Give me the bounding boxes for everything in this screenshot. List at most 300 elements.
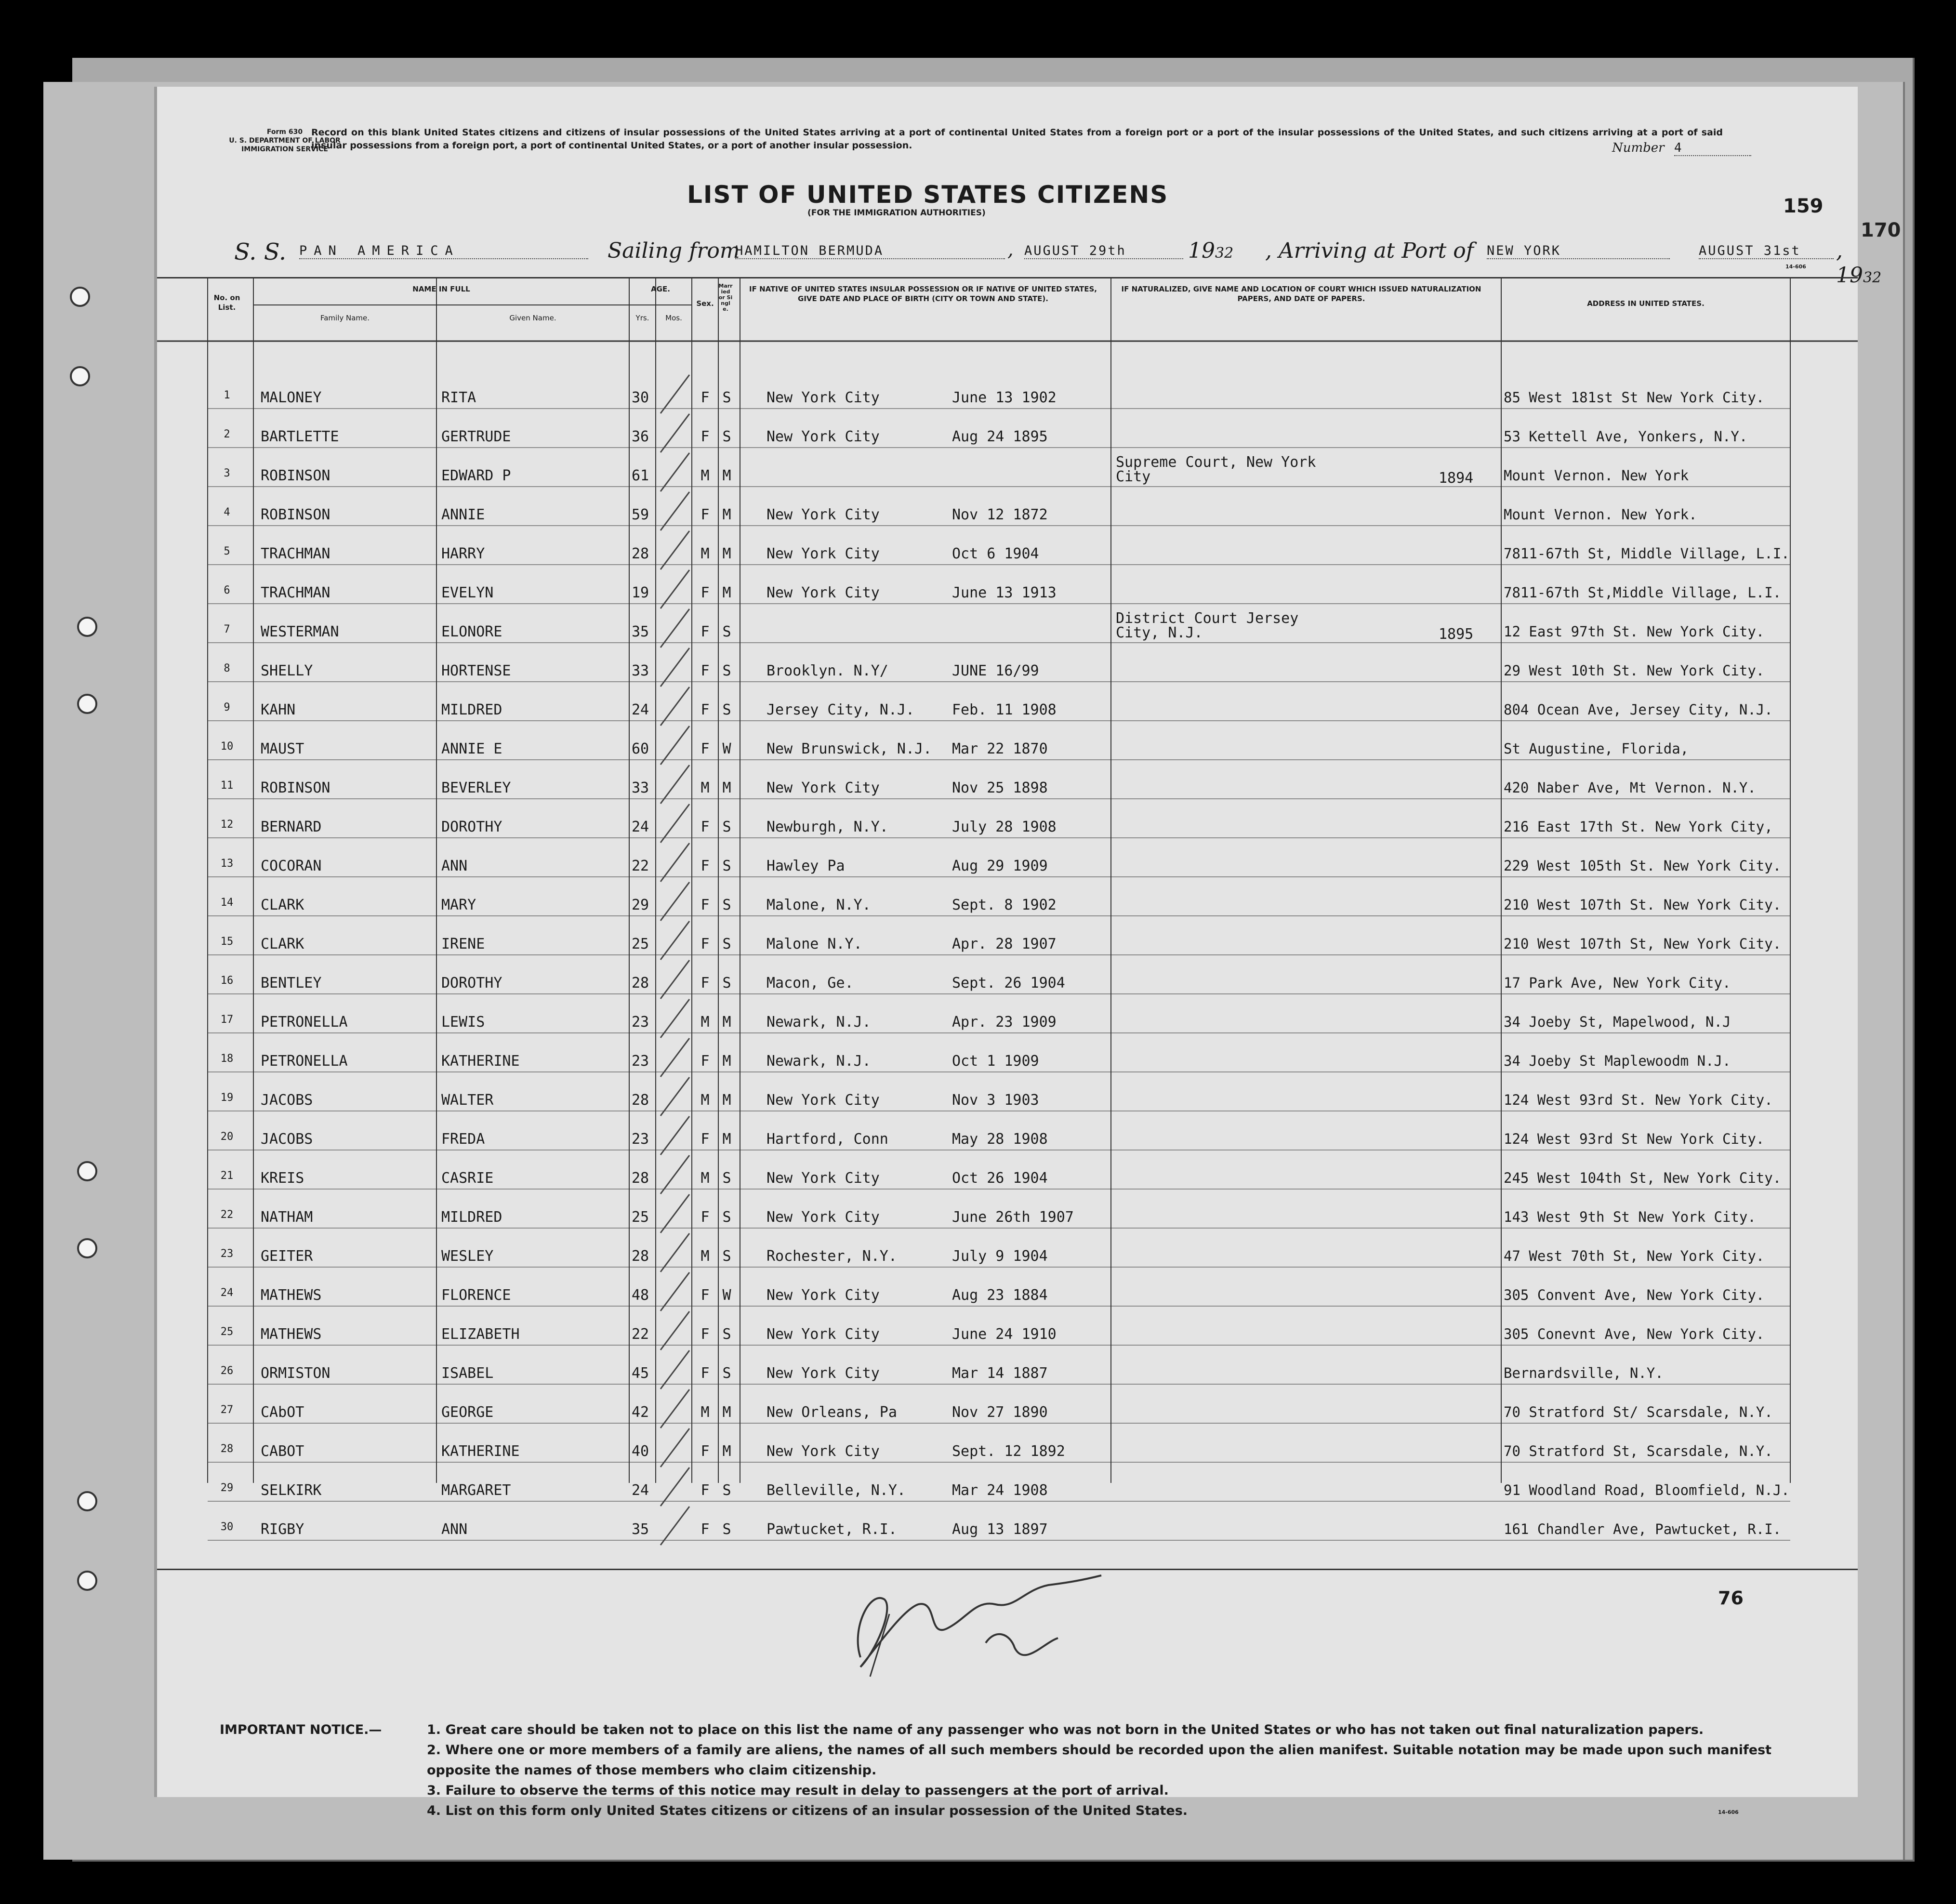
marital-status: M bbox=[722, 1131, 731, 1148]
row-number: 6 bbox=[224, 584, 230, 596]
family-name: KAHN bbox=[261, 701, 296, 718]
marital-status: M bbox=[722, 1404, 731, 1421]
sex: F bbox=[700, 1482, 710, 1499]
row-number: 29 bbox=[220, 1482, 234, 1494]
age-years: 28 bbox=[632, 975, 649, 992]
notice-item-2: 2. Where one or more members of a family are aliens, the names of all such members should be recorded upon the alien manifest. Suitable notation may be made upon such manifest opposite the names of those members who claim citizenship. bbox=[427, 1743, 1772, 1778]
sex: F bbox=[700, 1443, 710, 1460]
marital-status: W bbox=[722, 1287, 731, 1304]
check-mark bbox=[661, 1077, 689, 1116]
family-name: CLARK bbox=[261, 897, 304, 913]
department: U. S. DEPARTMENT OF LABOR bbox=[229, 137, 341, 145]
birth-place: Hawley Pa bbox=[767, 858, 845, 874]
col-sex: Sex. bbox=[696, 299, 714, 308]
sex: F bbox=[700, 1365, 710, 1382]
birth-place: New York City bbox=[767, 584, 880, 601]
ship-name: PAN AMERICA bbox=[299, 243, 588, 259]
birth-date: Mar 14 1887 bbox=[952, 1365, 1048, 1382]
row-number: 19 bbox=[220, 1092, 234, 1104]
col-address: ADDRESS IN UNITED STATES. bbox=[1587, 299, 1705, 308]
birth-date: Oct 26 1904 bbox=[952, 1170, 1048, 1187]
sex: M bbox=[700, 1248, 710, 1265]
outer-page-number: 170 bbox=[1861, 219, 1901, 241]
address: 7811-67th St, Middle Village, L.I. bbox=[1504, 545, 1790, 562]
sailing-label: Sailing from bbox=[608, 238, 740, 263]
check-mark bbox=[661, 843, 689, 882]
marital-status: S bbox=[722, 1365, 731, 1382]
family-name: ROBINSON bbox=[261, 506, 330, 523]
marital-status: S bbox=[722, 428, 731, 445]
number-value: 4 bbox=[1674, 141, 1751, 156]
family-name: COCORAN bbox=[261, 858, 322, 874]
family-name: MATHEWS bbox=[261, 1326, 322, 1343]
birth-place: Macon, Ge. bbox=[767, 975, 854, 992]
sex: M bbox=[700, 545, 710, 562]
marital-status: M bbox=[722, 1014, 731, 1031]
notice-label: IMPORTANT NOTICE.— bbox=[220, 1722, 382, 1737]
bottom-page-number: 76 bbox=[1718, 1587, 1744, 1609]
naturalization-year: 1894 bbox=[1439, 470, 1474, 487]
age-years: 25 bbox=[632, 1209, 649, 1226]
given-name: EVELYN bbox=[441, 584, 494, 601]
address: Mount Vernon. New York. bbox=[1504, 506, 1697, 523]
check-mark bbox=[661, 999, 689, 1038]
address: 34 Joeby St Maplewoodm N.J. bbox=[1504, 1053, 1731, 1069]
given-name: RITA bbox=[441, 389, 476, 406]
check-mark bbox=[661, 453, 689, 491]
row-number: 5 bbox=[224, 545, 230, 557]
address: Mount Vernon. New York bbox=[1504, 467, 1689, 484]
sex: F bbox=[700, 584, 710, 601]
address: 210 West 107th St. New York City. bbox=[1504, 897, 1782, 913]
age-years: 23 bbox=[632, 1131, 649, 1148]
marital-status: M bbox=[722, 506, 731, 523]
check-mark bbox=[661, 492, 689, 530]
col-age: AGE. bbox=[651, 285, 670, 293]
age-years: 45 bbox=[632, 1365, 649, 1382]
age-years: 28 bbox=[632, 545, 649, 562]
birth-date: May 28 1908 bbox=[952, 1131, 1048, 1148]
arriving-label: , Arriving at Port of bbox=[1265, 238, 1474, 263]
given-name: CASRIE bbox=[441, 1170, 494, 1187]
marital-status: W bbox=[722, 740, 731, 757]
from-port: HAMILTON BERMUDA bbox=[735, 243, 1005, 259]
check-mark bbox=[661, 1233, 689, 1272]
marital-status: S bbox=[722, 662, 731, 679]
birth-place: Malone, N.Y. bbox=[767, 897, 871, 913]
address: 210 West 107th St, New York City. bbox=[1504, 936, 1782, 952]
arrival-port: NEW YORK bbox=[1487, 243, 1670, 259]
row-number: 4 bbox=[224, 506, 230, 518]
sex: F bbox=[700, 936, 710, 952]
marital-status: S bbox=[722, 1248, 731, 1265]
birth-date: Nov 3 1903 bbox=[952, 1092, 1039, 1109]
sex: M bbox=[700, 1170, 710, 1187]
age-years: 22 bbox=[632, 858, 649, 874]
age-years: 35 bbox=[632, 623, 649, 640]
age-years: 25 bbox=[632, 936, 649, 952]
given-name: FLORENCE bbox=[441, 1287, 511, 1304]
birth-date: Nov 27 1890 bbox=[952, 1404, 1048, 1421]
marital-status: S bbox=[722, 1521, 731, 1538]
given-name: MARGARET bbox=[441, 1482, 511, 1499]
family-name: MATHEWS bbox=[261, 1287, 322, 1304]
age-years: 28 bbox=[632, 1248, 649, 1265]
age-years: 24 bbox=[632, 1482, 649, 1499]
check-mark bbox=[661, 1194, 689, 1233]
family-name: CABOT bbox=[261, 1443, 304, 1460]
check-mark bbox=[661, 765, 689, 804]
given-name: DOROTHY bbox=[441, 975, 502, 992]
birth-date: Aug 24 1895 bbox=[952, 428, 1048, 445]
marital-status: S bbox=[722, 1482, 731, 1499]
sex: M bbox=[700, 1014, 710, 1031]
check-mark bbox=[661, 1507, 689, 1545]
birth-place: Newburgh, N.Y. bbox=[767, 819, 888, 835]
naturalization-court: District Court Jersey City, N.J. bbox=[1116, 610, 1299, 641]
check-mark bbox=[661, 570, 689, 608]
given-name: IRENE bbox=[441, 936, 485, 952]
given-name: WESLEY bbox=[441, 1248, 494, 1265]
address: 124 West 93rd St New York City. bbox=[1504, 1131, 1765, 1147]
birth-place: New York City bbox=[767, 1209, 880, 1226]
family-name: BARTLETTE bbox=[261, 428, 339, 445]
marital-status: M bbox=[722, 1092, 731, 1109]
birth-place: New York City bbox=[767, 1326, 880, 1343]
check-mark bbox=[661, 531, 689, 569]
birth-date: July 28 1908 bbox=[952, 819, 1057, 835]
address: 91 Woodland Road, Bloomfield, N.J. bbox=[1504, 1482, 1790, 1498]
family-name: NATHAM bbox=[261, 1209, 313, 1226]
birth-place: New York City bbox=[767, 1365, 880, 1382]
marital-status: M bbox=[722, 1443, 731, 1460]
age-years: 60 bbox=[632, 740, 649, 757]
page-title: LIST OF UNITED STATES CITIZENS bbox=[687, 181, 1169, 209]
marital-status: M bbox=[722, 780, 731, 796]
binder-hole bbox=[77, 1161, 97, 1181]
sex: F bbox=[700, 740, 710, 757]
row-number: 13 bbox=[220, 858, 234, 870]
passenger-table bbox=[157, 277, 1858, 1570]
age-years: 42 bbox=[632, 1404, 649, 1421]
marital-status: M bbox=[722, 467, 731, 484]
sex: F bbox=[700, 389, 710, 406]
col-birth: IF NATIVE OF UNITED STATES INSULAR POSSESSION OR IF NATIVE OF UNITED STATES, GIVE DATE AND PLACE OF BIRTH (CITY OR TOWN AND STATE). bbox=[749, 285, 1097, 303]
family-name: JACOBS bbox=[261, 1092, 313, 1109]
row-number: 24 bbox=[220, 1287, 234, 1299]
row-number: 27 bbox=[220, 1404, 234, 1416]
age-years: 33 bbox=[632, 662, 649, 679]
row-number: 20 bbox=[220, 1131, 234, 1143]
family-name: MAUST bbox=[261, 740, 304, 757]
sex: F bbox=[700, 506, 710, 523]
row-number: 9 bbox=[224, 701, 230, 714]
col-mos: Mos. bbox=[665, 314, 682, 322]
ss-label: S. S. bbox=[234, 238, 287, 265]
col-name-in-full: NAME IN FULL bbox=[412, 285, 470, 293]
check-mark bbox=[661, 648, 689, 687]
birth-date: Sept. 8 1902 bbox=[952, 897, 1057, 913]
birth-date: Nov 12 1872 bbox=[952, 506, 1048, 523]
given-name: KATHERINE bbox=[441, 1443, 520, 1460]
row-number: 22 bbox=[220, 1209, 234, 1221]
address: 29 West 10th St. New York City. bbox=[1504, 662, 1765, 679]
birth-place: New York City bbox=[767, 545, 880, 562]
birth-place: Brooklyn. N.Y/ bbox=[767, 662, 888, 679]
birth-date: June 13 1913 bbox=[952, 584, 1057, 601]
check-mark bbox=[661, 1272, 689, 1311]
address: 229 West 105th St. New York City. bbox=[1504, 858, 1782, 874]
notice-item-1: 1. Great care should be taken not to place on this list the name of any passenger who was not born in the United States or who has not taken out final naturalization papers. bbox=[427, 1722, 1704, 1737]
row-number: 12 bbox=[220, 819, 234, 831]
given-name: ANNIE E bbox=[441, 740, 502, 757]
birth-place: Rochester, N.Y. bbox=[767, 1248, 897, 1265]
birth-date: June 24 1910 bbox=[952, 1326, 1057, 1343]
family-name: RIGBY bbox=[261, 1521, 304, 1538]
binder-hole bbox=[77, 1238, 97, 1258]
birth-place: Hartford, Conn bbox=[767, 1131, 888, 1148]
address: 420 Naber Ave, Mt Vernon. N.Y. bbox=[1504, 780, 1756, 796]
address: 161 Chandler Ave, Pawtucket, R.I. bbox=[1504, 1521, 1782, 1537]
row-number: 16 bbox=[220, 975, 234, 987]
row-number: 11 bbox=[220, 780, 234, 792]
birth-date: Nov 25 1898 bbox=[952, 780, 1048, 796]
given-name: ELONORE bbox=[441, 623, 502, 640]
birth-date: Sept. 12 1892 bbox=[952, 1443, 1065, 1460]
address: St Augustine, Florida, bbox=[1504, 740, 1689, 757]
address: 17 Park Ave, New York City. bbox=[1504, 975, 1731, 991]
birth-date: Oct 6 1904 bbox=[952, 545, 1039, 562]
marital-status: S bbox=[722, 819, 731, 835]
family-name: PETRONELLA bbox=[261, 1014, 348, 1031]
arrival-year-field: , 1932 bbox=[1836, 238, 1882, 288]
age-years: 29 bbox=[632, 897, 649, 913]
binder-hole bbox=[70, 287, 90, 307]
birth-date: Oct 1 1909 bbox=[952, 1053, 1039, 1070]
birth-date: Apr. 28 1907 bbox=[952, 936, 1057, 952]
inspector-signature bbox=[841, 1571, 1111, 1686]
row-number: 2 bbox=[224, 428, 230, 440]
address: 804 Ocean Ave, Jersey City, N.J. bbox=[1504, 701, 1773, 718]
age-years: 22 bbox=[632, 1326, 649, 1343]
birth-date: Aug 29 1909 bbox=[952, 858, 1048, 874]
sex: F bbox=[700, 623, 710, 640]
birth-place: New York City bbox=[767, 428, 880, 445]
family-name: BENTLEY bbox=[261, 975, 322, 992]
check-mark bbox=[661, 1389, 689, 1428]
arrival-date: AUGUST 31st bbox=[1699, 243, 1834, 259]
address: 47 West 70th St, New York City. bbox=[1504, 1248, 1765, 1264]
marital-status: S bbox=[722, 1326, 731, 1343]
given-name: MILDRED bbox=[441, 1209, 502, 1226]
row-number: 14 bbox=[220, 897, 234, 909]
sex: F bbox=[700, 897, 710, 913]
birth-date: Aug 23 1884 bbox=[952, 1287, 1048, 1304]
given-name: GEORGE bbox=[441, 1404, 494, 1421]
age-years: 24 bbox=[632, 819, 649, 835]
page-number: 159 bbox=[1783, 195, 1824, 217]
address: 305 Conevnt Ave, New York City. bbox=[1504, 1326, 1765, 1342]
birth-date: Mar 22 1870 bbox=[952, 740, 1048, 757]
birth-place: New Orleans, Pa bbox=[767, 1404, 897, 1421]
age-years: 36 bbox=[632, 428, 649, 445]
notice-item-3: 3. Failure to observe the terms of this notice may result in delay to passengers at the port of arrival. bbox=[427, 1783, 1169, 1798]
birth-place: New York City bbox=[767, 1092, 880, 1109]
sex: F bbox=[700, 1287, 710, 1304]
depart-date: AUGUST 29th bbox=[1024, 243, 1183, 259]
check-mark bbox=[661, 804, 689, 843]
given-name: DOROTHY bbox=[441, 819, 502, 835]
address: Bernardsville, N.Y. bbox=[1504, 1365, 1664, 1381]
binder-hole bbox=[77, 1571, 97, 1591]
age-years: 23 bbox=[632, 1014, 649, 1031]
age-years: 61 bbox=[632, 467, 649, 484]
check-mark bbox=[661, 1350, 689, 1389]
marital-status: S bbox=[722, 858, 731, 874]
sex: F bbox=[700, 819, 710, 835]
marital-status: S bbox=[722, 623, 731, 640]
birth-place: New York City bbox=[767, 1170, 880, 1187]
address: 305 Convent Ave, New York City. bbox=[1504, 1287, 1765, 1303]
birth-date: June 26th 1907 bbox=[952, 1209, 1074, 1226]
age-years: 19 bbox=[632, 584, 649, 601]
family-name: JACOBS bbox=[261, 1131, 313, 1148]
check-mark bbox=[661, 921, 689, 960]
sex: M bbox=[700, 780, 710, 796]
given-name: KATHERINE bbox=[441, 1053, 520, 1070]
birth-date: July 9 1904 bbox=[952, 1248, 1048, 1265]
legal-text: Record on this blank United States citizens and citizens of insular possessions of the United States arriving at a port of continental United States from a foreign port or a port of the insular possessions of the United States, and such citizens arriving at a port of said insular possessions from a foreign port, a port of continental United States, or a port of another insular possession. bbox=[311, 127, 1723, 151]
sex: F bbox=[700, 1131, 710, 1148]
age-years: 30 bbox=[632, 389, 649, 406]
check-mark bbox=[661, 1155, 689, 1194]
address: 85 West 181st St New York City. bbox=[1504, 389, 1765, 406]
address: 53 Kettell Ave, Yonkers, N.Y. bbox=[1504, 428, 1748, 445]
age-years: 23 bbox=[632, 1053, 649, 1070]
check-mark bbox=[661, 1038, 689, 1077]
address: 7811-67th St,Middle Village, L.I. bbox=[1504, 584, 1782, 601]
check-mark bbox=[661, 960, 689, 999]
form-code: 14-606 bbox=[1785, 264, 1806, 270]
age-years: 40 bbox=[632, 1443, 649, 1460]
row-number: 30 bbox=[220, 1521, 234, 1533]
birth-place: Newark, N.J. bbox=[767, 1014, 871, 1031]
family-name: WESTERMAN bbox=[261, 623, 339, 640]
row-number: 15 bbox=[220, 936, 234, 948]
birth-place: New York City bbox=[767, 389, 880, 406]
given-name: EDWARD P bbox=[441, 467, 511, 484]
age-years: 35 bbox=[632, 1521, 649, 1538]
birth-date: June 13 1902 bbox=[952, 389, 1057, 406]
marital-status: S bbox=[722, 936, 731, 952]
address: 124 West 93rd St. New York City. bbox=[1504, 1092, 1773, 1108]
birth-place: Newark, N.J. bbox=[767, 1053, 871, 1070]
row-number: 17 bbox=[220, 1014, 234, 1026]
given-name: MILDRED bbox=[441, 701, 502, 718]
age-years: 59 bbox=[632, 506, 649, 523]
check-mark bbox=[661, 414, 689, 452]
binder-hole bbox=[77, 1491, 97, 1511]
address: 70 Stratford St/ Scarsdale, N.Y. bbox=[1504, 1404, 1773, 1420]
col-naturalized: IF NATURALIZED, GIVE NAME AND LOCATION OF COURT WHICH ISSUED NATURALIZATION PAPERS, AND DATE OF PAPERS. bbox=[1121, 285, 1481, 303]
binder-hole bbox=[70, 366, 90, 386]
birth-place: New York City bbox=[767, 1443, 880, 1460]
given-name: ANN bbox=[441, 858, 468, 874]
check-mark bbox=[661, 1116, 689, 1155]
given-name: HARRY bbox=[441, 545, 485, 562]
sex: F bbox=[700, 1326, 710, 1343]
col-married: Married or Single. bbox=[718, 283, 733, 312]
address: 12 East 97th St. New York City. bbox=[1504, 623, 1765, 640]
family-name: MALONEY bbox=[261, 389, 322, 406]
family-name: CLARK bbox=[261, 936, 304, 952]
naturalization-year: 1895 bbox=[1439, 626, 1474, 643]
sex: F bbox=[700, 662, 710, 679]
given-name: ANNIE bbox=[441, 506, 485, 523]
birth-date: Feb. 11 1908 bbox=[952, 701, 1057, 718]
sex: F bbox=[700, 428, 710, 445]
sex: F bbox=[700, 1521, 710, 1538]
check-mark bbox=[661, 882, 689, 921]
marital-status: S bbox=[722, 701, 731, 718]
marital-status: M bbox=[722, 1053, 731, 1070]
family-name: BERNARD bbox=[261, 819, 322, 835]
sex: M bbox=[700, 1092, 710, 1109]
birth-place: New York City bbox=[767, 780, 880, 796]
sex: F bbox=[700, 975, 710, 992]
col-family: Family Name. bbox=[320, 314, 370, 322]
birth-date: JUNE 16/99 bbox=[952, 662, 1039, 679]
marital-status: M bbox=[722, 545, 731, 562]
check-mark bbox=[661, 375, 689, 413]
marital-status: S bbox=[722, 1170, 731, 1187]
given-name: MARY bbox=[441, 897, 476, 913]
birth-place: Pawtucket, R.I. bbox=[767, 1521, 897, 1538]
given-name: ANN bbox=[441, 1521, 468, 1538]
given-name: FREDA bbox=[441, 1131, 485, 1148]
depart-year-field: 1932 bbox=[1188, 238, 1234, 263]
row-number: 28 bbox=[220, 1443, 234, 1455]
marital-status: S bbox=[722, 389, 731, 406]
binder-hole bbox=[77, 617, 97, 637]
family-name: ROBINSON bbox=[261, 780, 330, 796]
marital-status: S bbox=[722, 975, 731, 992]
given-name: WALTER bbox=[441, 1092, 494, 1109]
form-number: Form 630 bbox=[266, 128, 303, 136]
age-years: 28 bbox=[632, 1170, 649, 1187]
naturalization-court: Supreme Court, New York City bbox=[1116, 454, 1316, 485]
row-number: 26 bbox=[220, 1365, 234, 1377]
given-name: GERTRUDE bbox=[441, 428, 511, 445]
birth-place: Malone N.Y. bbox=[767, 936, 862, 952]
birth-place: Belleville, N.Y. bbox=[767, 1482, 906, 1499]
address: 216 East 17th St. New York City, bbox=[1504, 819, 1773, 835]
given-name: LEWIS bbox=[441, 1014, 485, 1031]
given-name: ELIZABETH bbox=[441, 1326, 520, 1343]
age-years: 24 bbox=[632, 701, 649, 718]
row-number: 7 bbox=[224, 623, 230, 635]
check-mark bbox=[661, 687, 689, 726]
notice-form-code: 14-606 bbox=[1718, 1809, 1739, 1815]
birth-place: Jersey City, N.J. bbox=[767, 701, 915, 718]
row-number: 18 bbox=[220, 1053, 234, 1065]
family-name: ORMISTON bbox=[261, 1365, 330, 1382]
page-subtitle: (FOR THE IMMIGRATION AUTHORITIES) bbox=[807, 208, 986, 218]
col-no: No. on List. bbox=[213, 293, 240, 312]
check-mark bbox=[661, 1468, 689, 1506]
marital-status: M bbox=[722, 584, 731, 601]
family-name: SELKIRK bbox=[261, 1482, 322, 1499]
